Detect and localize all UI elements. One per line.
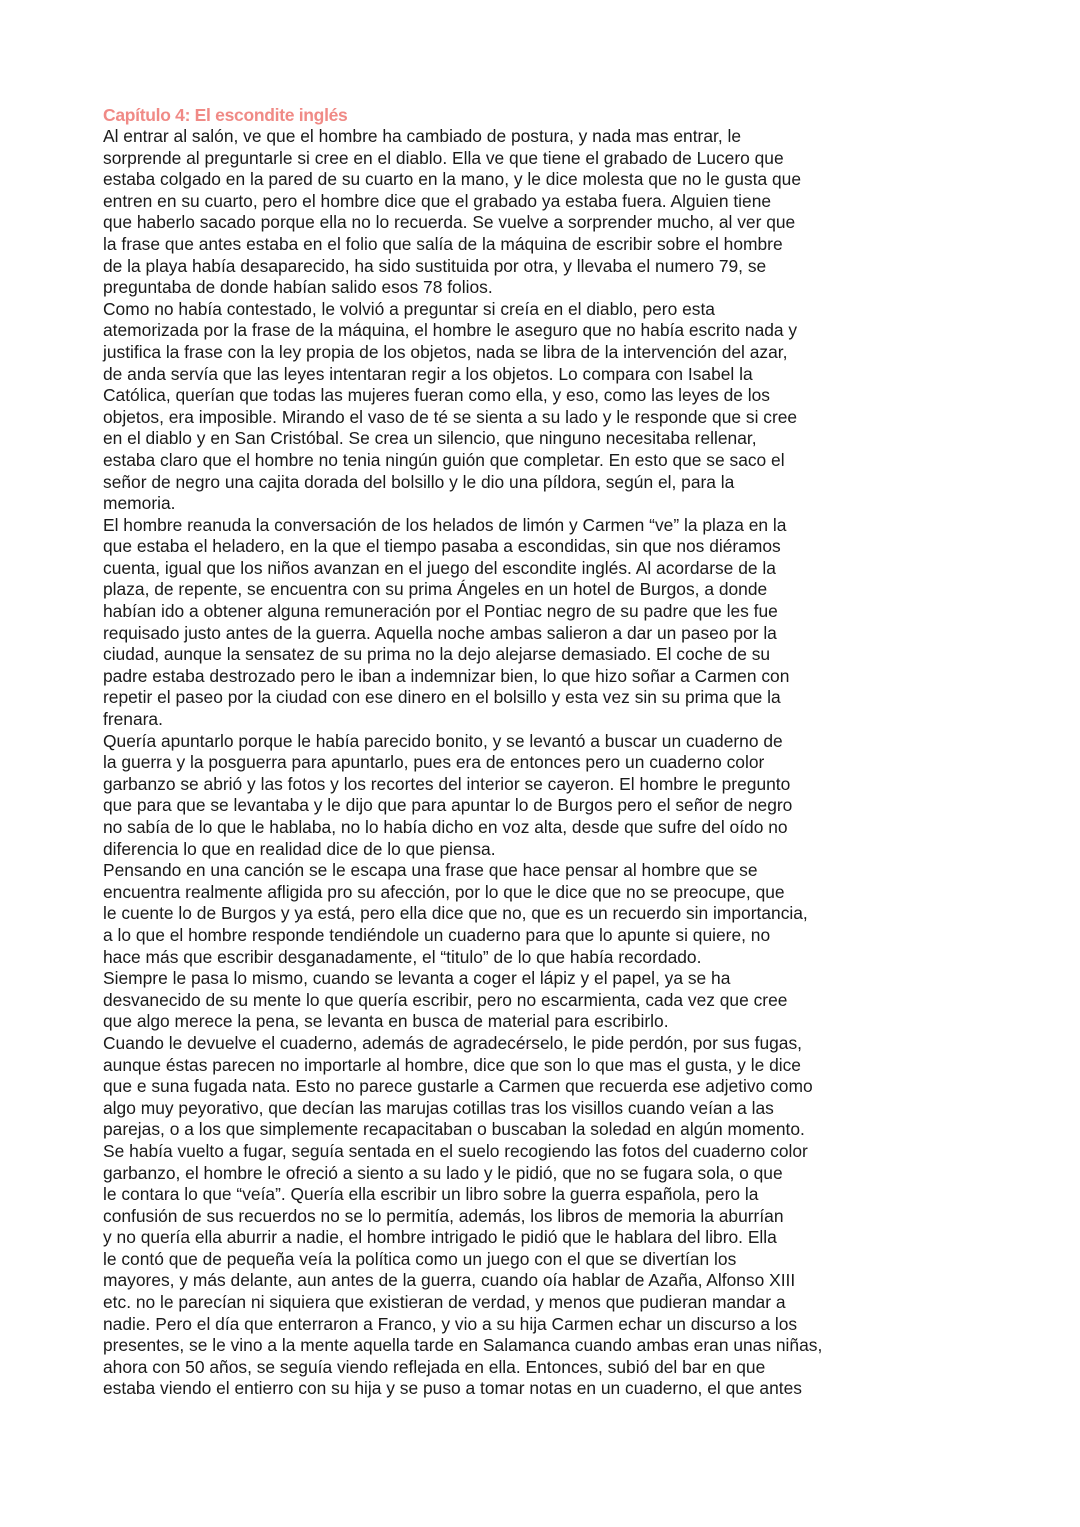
- text-line: que estaba el heladero, en la que el tiempo pasaba a escondidas, sin que nos diéramos: [103, 536, 781, 557]
- text-line: Cuando le devuelve el cuaderno, además de agradecérselo, le pide perdón, por sus fugas,: [103, 1032, 802, 1053]
- text-line: de la playa había desaparecido, ha sido sustituida por otra, y llevaba el numero 79, se: [103, 255, 767, 276]
- text-line: Pensando en una canción se le escapa una frase que hace pensar al hombre que se: [103, 860, 758, 881]
- text-line: Se había vuelto a fugar, seguía sentada en el suelo recogiendo las fotos del cuaderno color: [103, 1140, 808, 1161]
- text-line: frenara.: [103, 709, 163, 730]
- text-line: la frase que antes estaba en el folio que salía de la máquina de escribir sobre el hombre: [103, 233, 783, 254]
- text-line: no sabía de lo que le hablaba, no lo había dicho en voz alta, desde que sufre del oído no: [103, 817, 788, 837]
- text-line: repetir el paseo por la ciudad con ese dinero en el bolsillo y esta vez sin su prima que la: [103, 687, 781, 708]
- text-line: algo muy peyorativo, que decían las marujas cotillas tras los visillos cuando veían a las: [103, 1097, 774, 1118]
- text-line: ahora con 50 años, se seguía viendo reflejada en ella. Entonces, subió del bar en que: [103, 1356, 766, 1377]
- text-line: de anda servía que las leyes intentaran regir a los objetos. Lo compara con Isabel la: [103, 363, 753, 384]
- text-line: encuentra realmente afligida pro su afección, por lo que le dice que no se preocupe, que: [103, 881, 785, 902]
- text-line: nadie. Pero el día que enterraron a Franco, y vio a su hija Carmen echar un discurso a los: [103, 1313, 798, 1334]
- text-line: le contó que de pequeña veía la política como un juego con el que se divertían los: [103, 1248, 737, 1269]
- text-line: padre estaba destrozado pero le iban a indemnizar bien, lo que hizo soñar a Carmen con: [103, 665, 790, 686]
- text-line: Siempre le pasa lo mismo, cuando se levanta a coger el lápiz y el papel, ya se ha: [103, 968, 731, 989]
- text-line: requisado justo antes de la guerra. Aquella noche ambas salieron a dar un paseo por la: [103, 622, 777, 643]
- text-line: cuenta, igual que los niños avanzan en el juego del escondite inglés. Al acordarse de la: [103, 557, 776, 578]
- chapter-title: Capítulo 4: El escondite inglés: [103, 105, 348, 125]
- text-line: ciudad, aunque la sensatez de su prima no la dejo alejarse demasiado. El coche de su: [103, 644, 771, 665]
- text-line: estaba colgado en la pared de su cuarto en la mano, y le dice molesta que no le gusta que: [103, 169, 802, 190]
- text-line: parejas, o a los que simplemente recapacitaban o buscaban la soledad en algún momento.: [103, 1119, 805, 1140]
- text-line: justifica la frase con la ley propia de los objetos, nada se libra de la intervención del azar,: [103, 341, 788, 362]
- text-line: objetos, era imposible. Mirando el vaso de té se sienta a su lado y le responde que si cree: [103, 406, 798, 427]
- text-line: garbanzo se abrió y las fotos y los recortes del interior se cayeron. El hombre le pregunto: [103, 773, 791, 794]
- text-line: atemorizada por la frase de la máquina, el hombre le aseguro que no había escrito nada y: [103, 320, 798, 341]
- text-line: etc. no le parecían ni siquiera que existieran de verdad, y menos que pudieran mandar a: [103, 1292, 786, 1313]
- text-line: El hombre reanuda la conversación de los helados de limón y Carmen “ve” la plaza en la: [103, 514, 787, 535]
- text-line: desvanecido de su mente lo que quería escribir, pero no escarmienta, cada vez que cree: [103, 989, 788, 1010]
- text-line: que algo merece la pena, se levanta en busca de material para escribirlo.: [103, 1011, 669, 1032]
- text-line: sorprende al preguntarle si cree en el diablo. Ella ve que tiene el grabado de Lucero que: [103, 147, 784, 168]
- body-text: [103, 126, 943, 1400]
- text-line: que para que se levantaba y le dijo que para apuntar lo de Burgos pero el señor de negro: [103, 795, 793, 816]
- text-line: y no quería ella aburrir a nadie, el hombre intrigado le pidió que le hablara del libro. Ella: [103, 1227, 777, 1248]
- text-line: estaba viendo el entierro con su hija y se puso a tomar notas en un cuaderno, el que antes: [103, 1378, 802, 1399]
- text-line: la guerra y la posguerra para apuntarlo, pues era de entonces pero un cuaderno color: [103, 752, 765, 773]
- text-line: señor de negro una cajita dorada del bolsillo y le dio una píldora, según el, para la: [103, 471, 735, 492]
- text-line: diferencia lo que en realidad dice de lo que piensa.: [103, 838, 496, 859]
- text-line: Como no había contestado, le volvió a preguntar si creía en el diablo, pero esta: [103, 298, 715, 319]
- document-page: [103, 104, 943, 1400]
- text-line: memoria.: [103, 493, 176, 514]
- text-line: mayores, y más delante, aun antes de la guerra, cuando oía hablar de Azaña, Alfonso XIII: [103, 1270, 796, 1291]
- text-line: aunque éstas parecen no importarle al hombre, dice que son lo que mas el gusta, y le dice: [103, 1054, 801, 1075]
- text-line: confusión de sus recuerdos no se lo permitía, además, los libros de memoria la aburrían: [103, 1205, 784, 1226]
- text-line: presentes, se le vino a la mente aquella tarde en Salamanca cuando ambas eran unas niñas,: [103, 1335, 823, 1356]
- text-line: que haberlo sacado porque ella no lo recuerda. Se vuelve a sorprender mucho, al ver que: [103, 212, 796, 233]
- text-line: hace más que escribir desganadamente, el “titulo” de lo que había recordado.: [103, 946, 702, 967]
- text-line: garbanzo, el hombre le ofreció a siento a su lado y le pidió, que no se fugara sola, o que: [103, 1162, 783, 1183]
- text-line: plaza, de repente, se encuentra con su prima Ángeles en un hotel de Burgos, a donde: [103, 579, 768, 600]
- text-line: que e suna fugada nata. Esto no parece gustarle a Carmen que recuerda ese adjetivo como: [103, 1076, 813, 1097]
- text-line: a lo que el hombre responde tendiéndole un cuaderno para que lo apunte si quiere, no: [103, 924, 771, 945]
- text-line: Al entrar al salón, ve que el hombre ha cambiado de postura, y nada mas entrar, le: [103, 126, 742, 146]
- text-line: habían ido a obtener alguna remuneración por el Pontiac negro de su padre que les fue: [103, 601, 778, 622]
- text-line: estaba claro que el hombre no tenia ningún guión que completar. En esto que se saco el: [103, 449, 785, 470]
- text-line: Católica, querían que todas las mujeres fueran como ella, y eso, como las leyes de los: [103, 385, 770, 406]
- text-line: Quería apuntarlo porque le había parecido bonito, y se levantó a buscar un cuaderno de: [103, 730, 783, 751]
- text-line: preguntaba de donde habían salido esos 78 folios.: [103, 277, 493, 298]
- text-line: le contara lo que “veía”. Quería ella escribir un libro sobre la guerra española, pero la: [103, 1184, 759, 1205]
- text-line: entren en su cuarto, pero el hombre dice que el grabado ya estaba fuera. Alguien tiene: [103, 190, 772, 211]
- text-line: le cuente lo de Burgos y ya está, pero ella dice que no, que es un recuerdo sin importancia,: [103, 903, 808, 924]
- text-line: en el diablo y en San Cristóbal. Se crea un silencio, que ninguno necesitaba rellenar,: [103, 428, 757, 449]
